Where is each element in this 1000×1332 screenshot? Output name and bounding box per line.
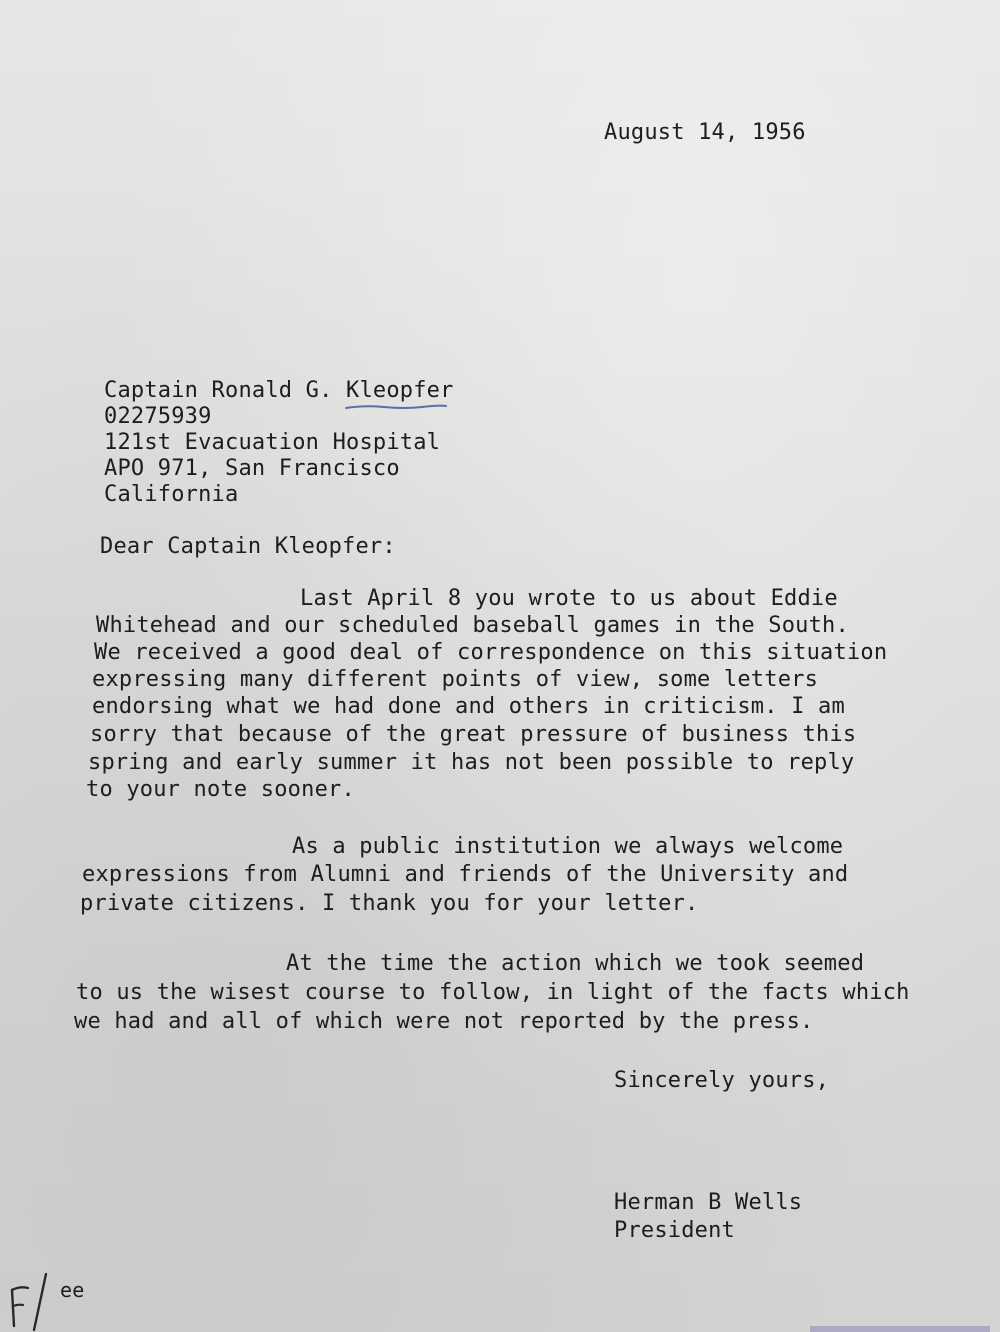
letter-date: August 14, 1956 bbox=[604, 120, 806, 145]
paragraph-line: endorsing what we had done and others in criticism. I am bbox=[92, 694, 845, 719]
paragraph-line: to us the wisest course to follow, in light of the facts which bbox=[76, 980, 910, 1005]
paragraph-line: Last April 8 you wrote to us about Eddie bbox=[300, 586, 838, 611]
paragraph-line: sorry that because of the great pressure of business this bbox=[90, 722, 857, 747]
closing: Sincerely yours, bbox=[614, 1068, 830, 1093]
address-line: Captain Ronald G. Kleopfer bbox=[104, 378, 454, 403]
pencil-underline-mark bbox=[344, 403, 448, 411]
address-line: 02275939 bbox=[104, 404, 212, 429]
handwritten-file-mark bbox=[2, 1268, 62, 1332]
address-line: California bbox=[104, 482, 239, 507]
signer-name: Herman B Wells bbox=[614, 1190, 803, 1215]
paragraph-line: We received a good deal of correspondence on this situation bbox=[94, 640, 888, 665]
address-line: APO 971, San Francisco bbox=[104, 456, 400, 481]
paragraph-line: private citizens. I thank you for your letter. bbox=[80, 891, 699, 916]
paragraph-line: As a public institution we always welcome bbox=[292, 834, 844, 859]
paragraph-line: Whitehead and our scheduled baseball games in the South. bbox=[96, 613, 849, 638]
paragraph-line: expressing many different points of view, some letters bbox=[92, 667, 819, 692]
address-line: 121st Evacuation Hospital bbox=[104, 430, 441, 455]
paragraph-line: to your note sooner. bbox=[86, 777, 355, 802]
edge-stamp-mark bbox=[810, 1324, 990, 1332]
typist-initials: ee bbox=[60, 1278, 85, 1302]
signer-title: President bbox=[614, 1218, 736, 1243]
paragraph-line: spring and early summer it has not been possible to reply bbox=[88, 750, 855, 775]
salutation: Dear Captain Kleopfer: bbox=[100, 534, 396, 559]
paragraph-line: we had and all of which were not reported by the press. bbox=[74, 1009, 814, 1034]
paragraph-line: At the time the action which we took seemed bbox=[286, 951, 865, 976]
paragraph-line: expressions from Alumni and friends of the University and bbox=[82, 862, 849, 887]
